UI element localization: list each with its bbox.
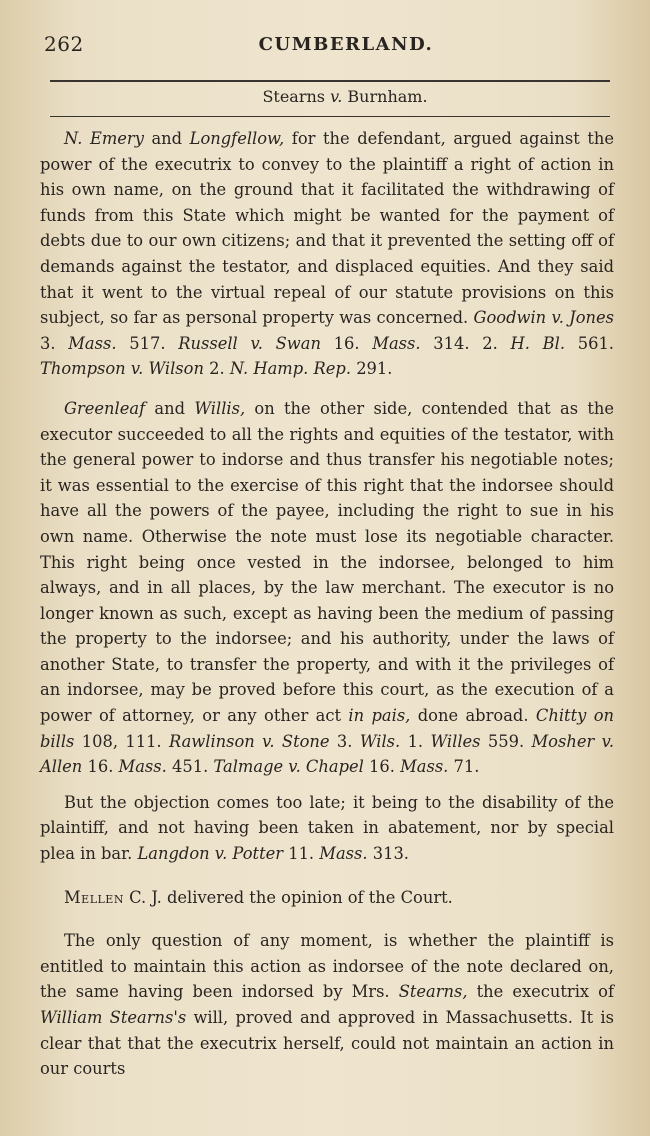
paragraph-text: 314. 2. <box>420 333 511 353</box>
paragraph-text: The only question of any moment, is whether the plaintiff is entitled to maintain this action as indorsee of the note declared on, the same having been indorsed by Mrs. <box>40 931 614 1002</box>
italic-citation-text: Goodwin v. Jones <box>473 308 614 328</box>
paragraph-text: 3. <box>329 731 360 751</box>
paragraph-text: 11. <box>283 844 320 864</box>
judge-name: Mellen <box>64 887 124 907</box>
paragraph-text: 3. <box>40 333 69 353</box>
paragraph-objection <box>40 790 614 867</box>
italic-citation-text: Greenleaf <box>64 398 146 418</box>
italic-citation-text: Russell v. Swan <box>178 333 321 353</box>
paragraph-text: 559. <box>480 731 532 751</box>
italic-citation-text: Langdon v. Potter <box>137 844 284 864</box>
paragraph-defendant-argument <box>40 126 614 382</box>
italic-citation-text: Wils. <box>359 731 401 751</box>
paragraph-text: 2. <box>203 359 230 379</box>
italic-citation-text: H. Bl. <box>510 333 565 353</box>
italic-citation-text: Mass. <box>319 844 368 864</box>
paragraph-text: 16. <box>363 757 401 777</box>
paragraph-text: 517. <box>116 333 179 353</box>
page-number: 262 <box>44 32 84 56</box>
paragraph-text: But the objection comes too late; it being to the disability of the plaintiff, and not having been taken in abatement, nor by special plea in bar. <box>40 792 614 864</box>
italic-citation-text: N. Emery <box>64 129 144 148</box>
paragraph-text: 1. <box>400 731 431 751</box>
running-head: CUMBERLAND. <box>258 34 434 55</box>
paragraph-text: will, proved and approved in Massachusetts. It is clear that that the executrix herself, could not maintain an action in our courts <box>40 1008 614 1079</box>
page-body <box>40 126 614 1096</box>
paragraph-text: C. J. delivered the opinion of the Court. <box>123 887 453 907</box>
case-title-defendant: Burnham. <box>347 87 428 106</box>
italic-citation-text: Stearns, <box>398 982 468 1002</box>
paragraph-text: done abroad. <box>410 706 536 726</box>
paragraph-text: on the other side, contended that as the executor succeeded to all the rights and equities of the testator, with the general power to indorse and thus transfer his negotiable notes; it was essential to the exercise of this right that the indorsee should have all the powers of the payee, including the right to sue in his own name. Otherwise the note must lose its negotiable character. This right being once vested in the indorsee, belonged to him always, and in all places, by the law merchant. The executor is no longer known as such, except as having been the medium of passing the property to the indorsee; and his authority, under the laws of another State, to transfer the property, and with it the privileges of an indorsee, may be proved before this court, as the execution of a power of attorney, or any other act <box>40 398 615 726</box>
italic-citation-text: N. Hamp. Rep. <box>229 359 352 379</box>
italic-citation-text: Willes <box>430 731 481 751</box>
paragraph-text: 291. <box>351 359 393 379</box>
paragraph-text: the executrix of <box>467 982 614 1002</box>
italic-citation-text: Mass. <box>400 757 449 777</box>
paragraph-text: and <box>143 129 190 148</box>
italic-citation-text: Mass. <box>372 333 421 353</box>
italic-citation-text: Willis, <box>194 398 246 418</box>
italic-citation-text: Mass. <box>118 757 167 777</box>
paragraph-text: for the defendant, argued against the power of the executrix to convey to the plaintiff a right of action in his own name, on the ground that it facilitated the withdrawing of funds from this State which might be wanted for the payment of debts due to our own citizens; and that it prevented the setting off of demands against the testator, and displaced equities. And they said that it went to the virtual repeal of our statute provisions on this subject, so far as personal property was concerned. <box>40 129 614 328</box>
header-rule-top <box>50 80 610 82</box>
paragraph-plaintiff-argument <box>40 396 614 780</box>
italic-citation-text: Mosher v. Allen <box>40 731 615 777</box>
paragraph-text: and <box>145 398 195 418</box>
paragraph-opinion-intro <box>40 885 614 911</box>
italic-citation-text: William Stearns's <box>40 1008 187 1027</box>
italic-citation-text: Mass. <box>68 333 117 353</box>
italic-citation-text: Talmage v. Chapel <box>213 757 364 777</box>
paragraph-text: 16. <box>320 333 373 353</box>
italic-citation-text: Chitty on bills <box>40 706 614 751</box>
case-title <box>0 87 650 106</box>
paragraph-text: 16. <box>82 757 119 777</box>
italic-citation-text: Rawlinson v. Stone <box>168 731 330 751</box>
header-rule-bottom <box>50 116 610 117</box>
case-title-versus: v. <box>330 87 343 106</box>
page-header <box>42 28 610 62</box>
italic-citation-text: Thompson v. Wilson <box>40 359 204 379</box>
paragraph-opinion <box>40 928 614 1082</box>
paragraph-text: 451. <box>166 757 214 777</box>
italic-citation-text: in pais, <box>348 706 411 726</box>
paragraph-text: 108, 111. <box>74 731 169 751</box>
paragraph-text: 71. <box>448 757 480 777</box>
italic-citation-text: Longfellow, <box>189 129 285 148</box>
case-title-plaintiff: Stearns <box>262 87 325 106</box>
paragraph-text: 313. <box>367 844 409 864</box>
paragraph-text: 561. <box>565 333 614 353</box>
